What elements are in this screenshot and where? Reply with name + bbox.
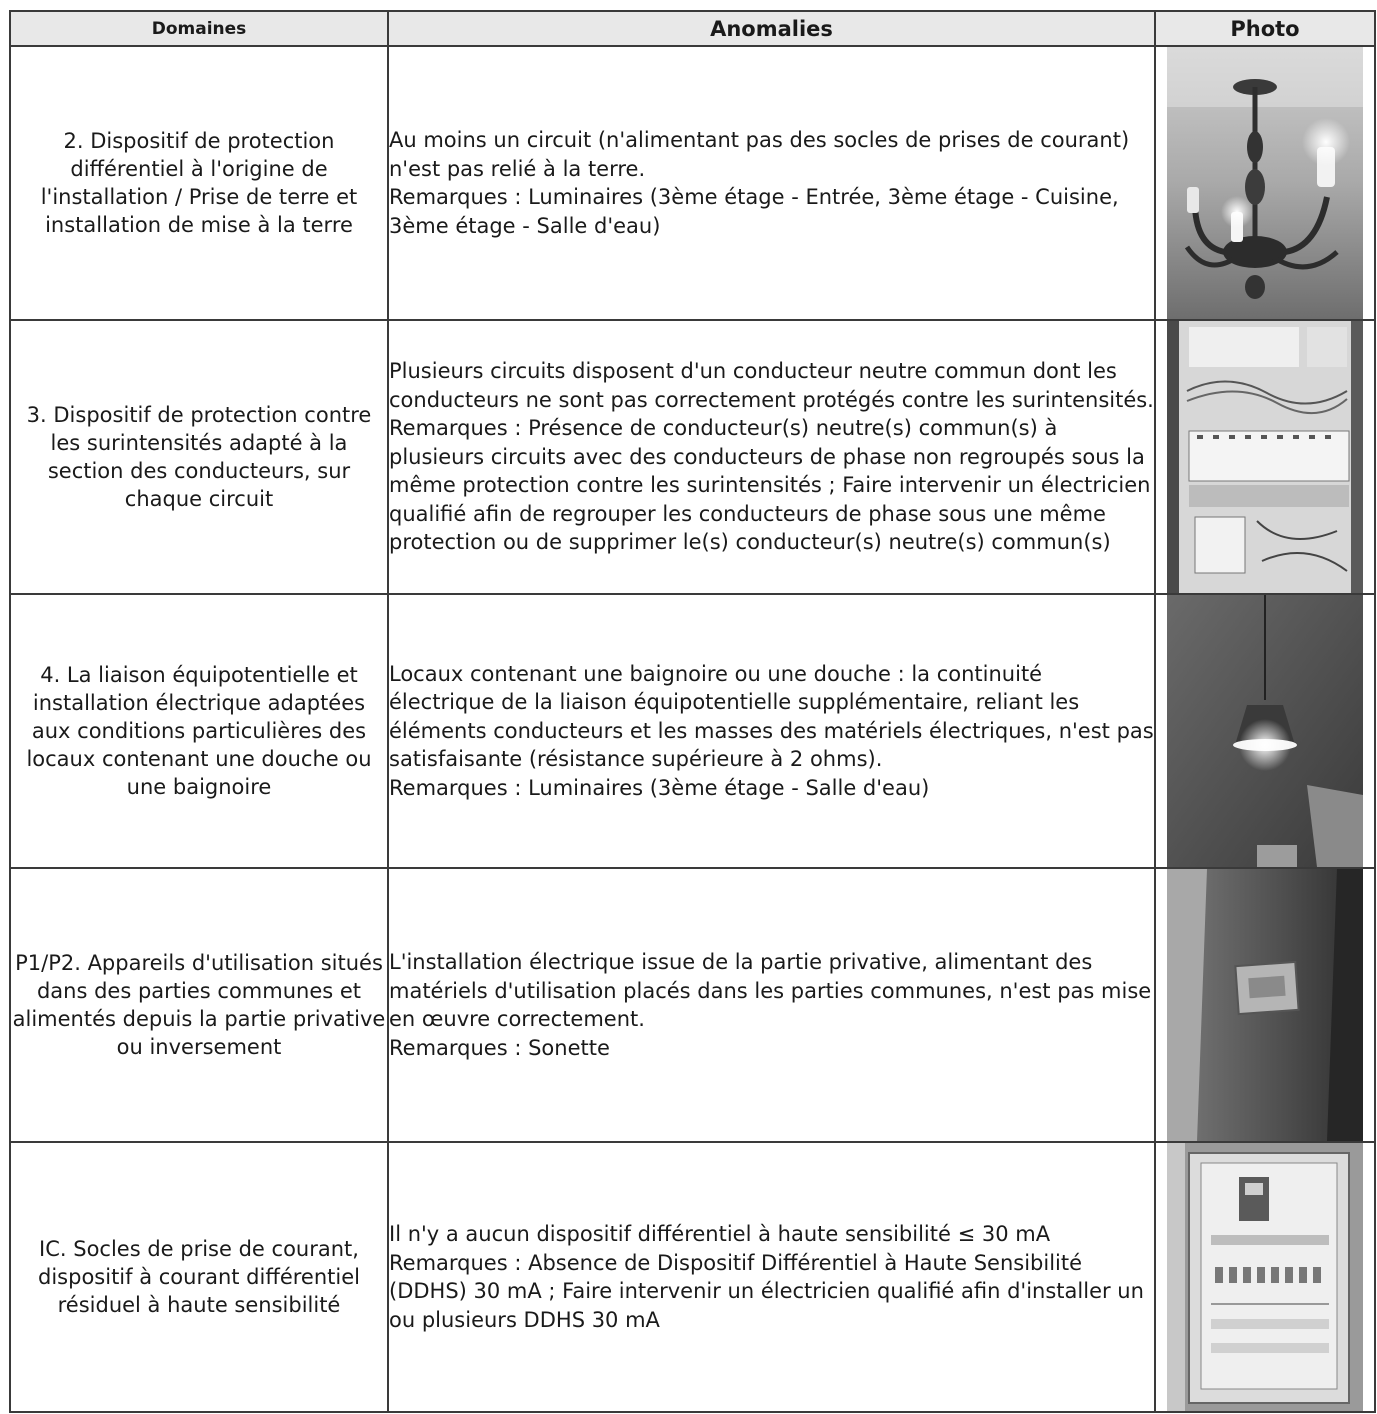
table-row (10, 46, 1375, 320)
anomaly-remarks: Remarques : Luminaires (3ème étage - Salle d'eau) (389, 775, 930, 800)
anomaly-text: Plusieurs circuits disposent d'un conducteur neutre commun dont les conducteurs ne sont pas correctement protégés contre les surintensités. (389, 359, 1154, 412)
photo-cell (1155, 1142, 1375, 1412)
breaker-box-photo (1167, 1143, 1363, 1411)
pendant-lamp-photo (1167, 595, 1363, 867)
domain-cell: 4. La liaison équipotentielle et installation électrique adaptées aux conditions particulières des locaux contenant une douche ou une baignoire (10, 594, 388, 868)
photo-cell (1155, 46, 1375, 320)
anomaly-remarks: Remarques : Luminaires (3ème étage - Entrée, 3ème étage - Cuisine, 3ème étage - Salle d'eau) (389, 185, 1119, 238)
photo-cell (1155, 868, 1375, 1142)
anomaly-remarks: Remarques : Sonette (389, 1035, 610, 1060)
anomaly-cell (388, 868, 1155, 1142)
anomalies-table (9, 10, 1376, 1413)
anomaly-cell (388, 1142, 1155, 1412)
table-row (10, 868, 1375, 1142)
anomaly-remarks: Remarques : Absence de Dispositif Différentiel à Haute Sensibilité (DDHS) 30 mA ; Faire intervenir un électricien qualifié afin d'installer un ou plusieurs DDHS 30 mA (389, 1250, 1144, 1332)
anomaly-cell (388, 594, 1155, 868)
anomaly-text: Locaux contenant une baignoire ou une douche : la continuité électrique de la liaison équipotentielle supplémentaire, reliant les éléments conducteurs et les masses des matériels électriques, n'est pas satisfaisante (résistance supérieure à 2 ohms). (389, 661, 1154, 772)
anomaly-remarks: Remarques : Présence de conducteur(s) neutre(s) commun(s) à plusieurs circuits avec des conducteurs de phase non regroupés sous la même protection contre les surintensités ; Faire intervenir un électricien qualifié afin de regrouper les conducteurs de phase sous une même protection ou de supprimer le(s) conducteur(s) neutre(s) commun(s) (389, 416, 1151, 555)
electrical-panel-photo (1167, 321, 1363, 593)
anomaly-text: Au moins un circuit (n'alimentant pas des socles de prises de courant) n'est pas relié à la terre. (389, 128, 1130, 181)
chandelier-photo (1167, 47, 1363, 319)
anomaly-text: L'installation électrique issue de la partie privative, alimentant des matériels d'utilisation placés dans les parties communes, n'est pas mise en œuvre correctement. (389, 950, 1152, 1031)
doorbell-photo (1167, 869, 1363, 1141)
anomaly-cell (388, 320, 1155, 594)
domain-cell: IC. Socles de prise de courant, dispositif à courant différentiel résiduel à haute sensibilité (10, 1142, 388, 1412)
photo-cell (1155, 320, 1375, 594)
header-photo: Photo (1155, 11, 1375, 46)
domain-cell: P1/P2. Appareils d'utilisation situés dans des parties communes et alimentés depuis la partie privative ou inversement (10, 868, 388, 1142)
table-row (10, 320, 1375, 594)
header-domaines: Domaines (10, 11, 388, 46)
domain-cell: 3. Dispositif de protection contre les surintensités adapté à la section des conducteurs, sur chaque circuit (10, 320, 388, 594)
domain-cell: 2. Dispositif de protection différentiel à l'origine de l'installation / Prise de terre et installation de mise à la terre (10, 46, 388, 320)
table-row (10, 594, 1375, 868)
table-header-row (10, 11, 1375, 46)
anomaly-cell (388, 46, 1155, 320)
anomaly-text: Il n'y a aucun dispositif différentiel à haute sensibilité ≤ 30 mA (389, 1222, 1051, 1246)
photo-cell (1155, 594, 1375, 868)
table-row (10, 1142, 1375, 1412)
header-anomalies: Anomalies (388, 11, 1155, 46)
